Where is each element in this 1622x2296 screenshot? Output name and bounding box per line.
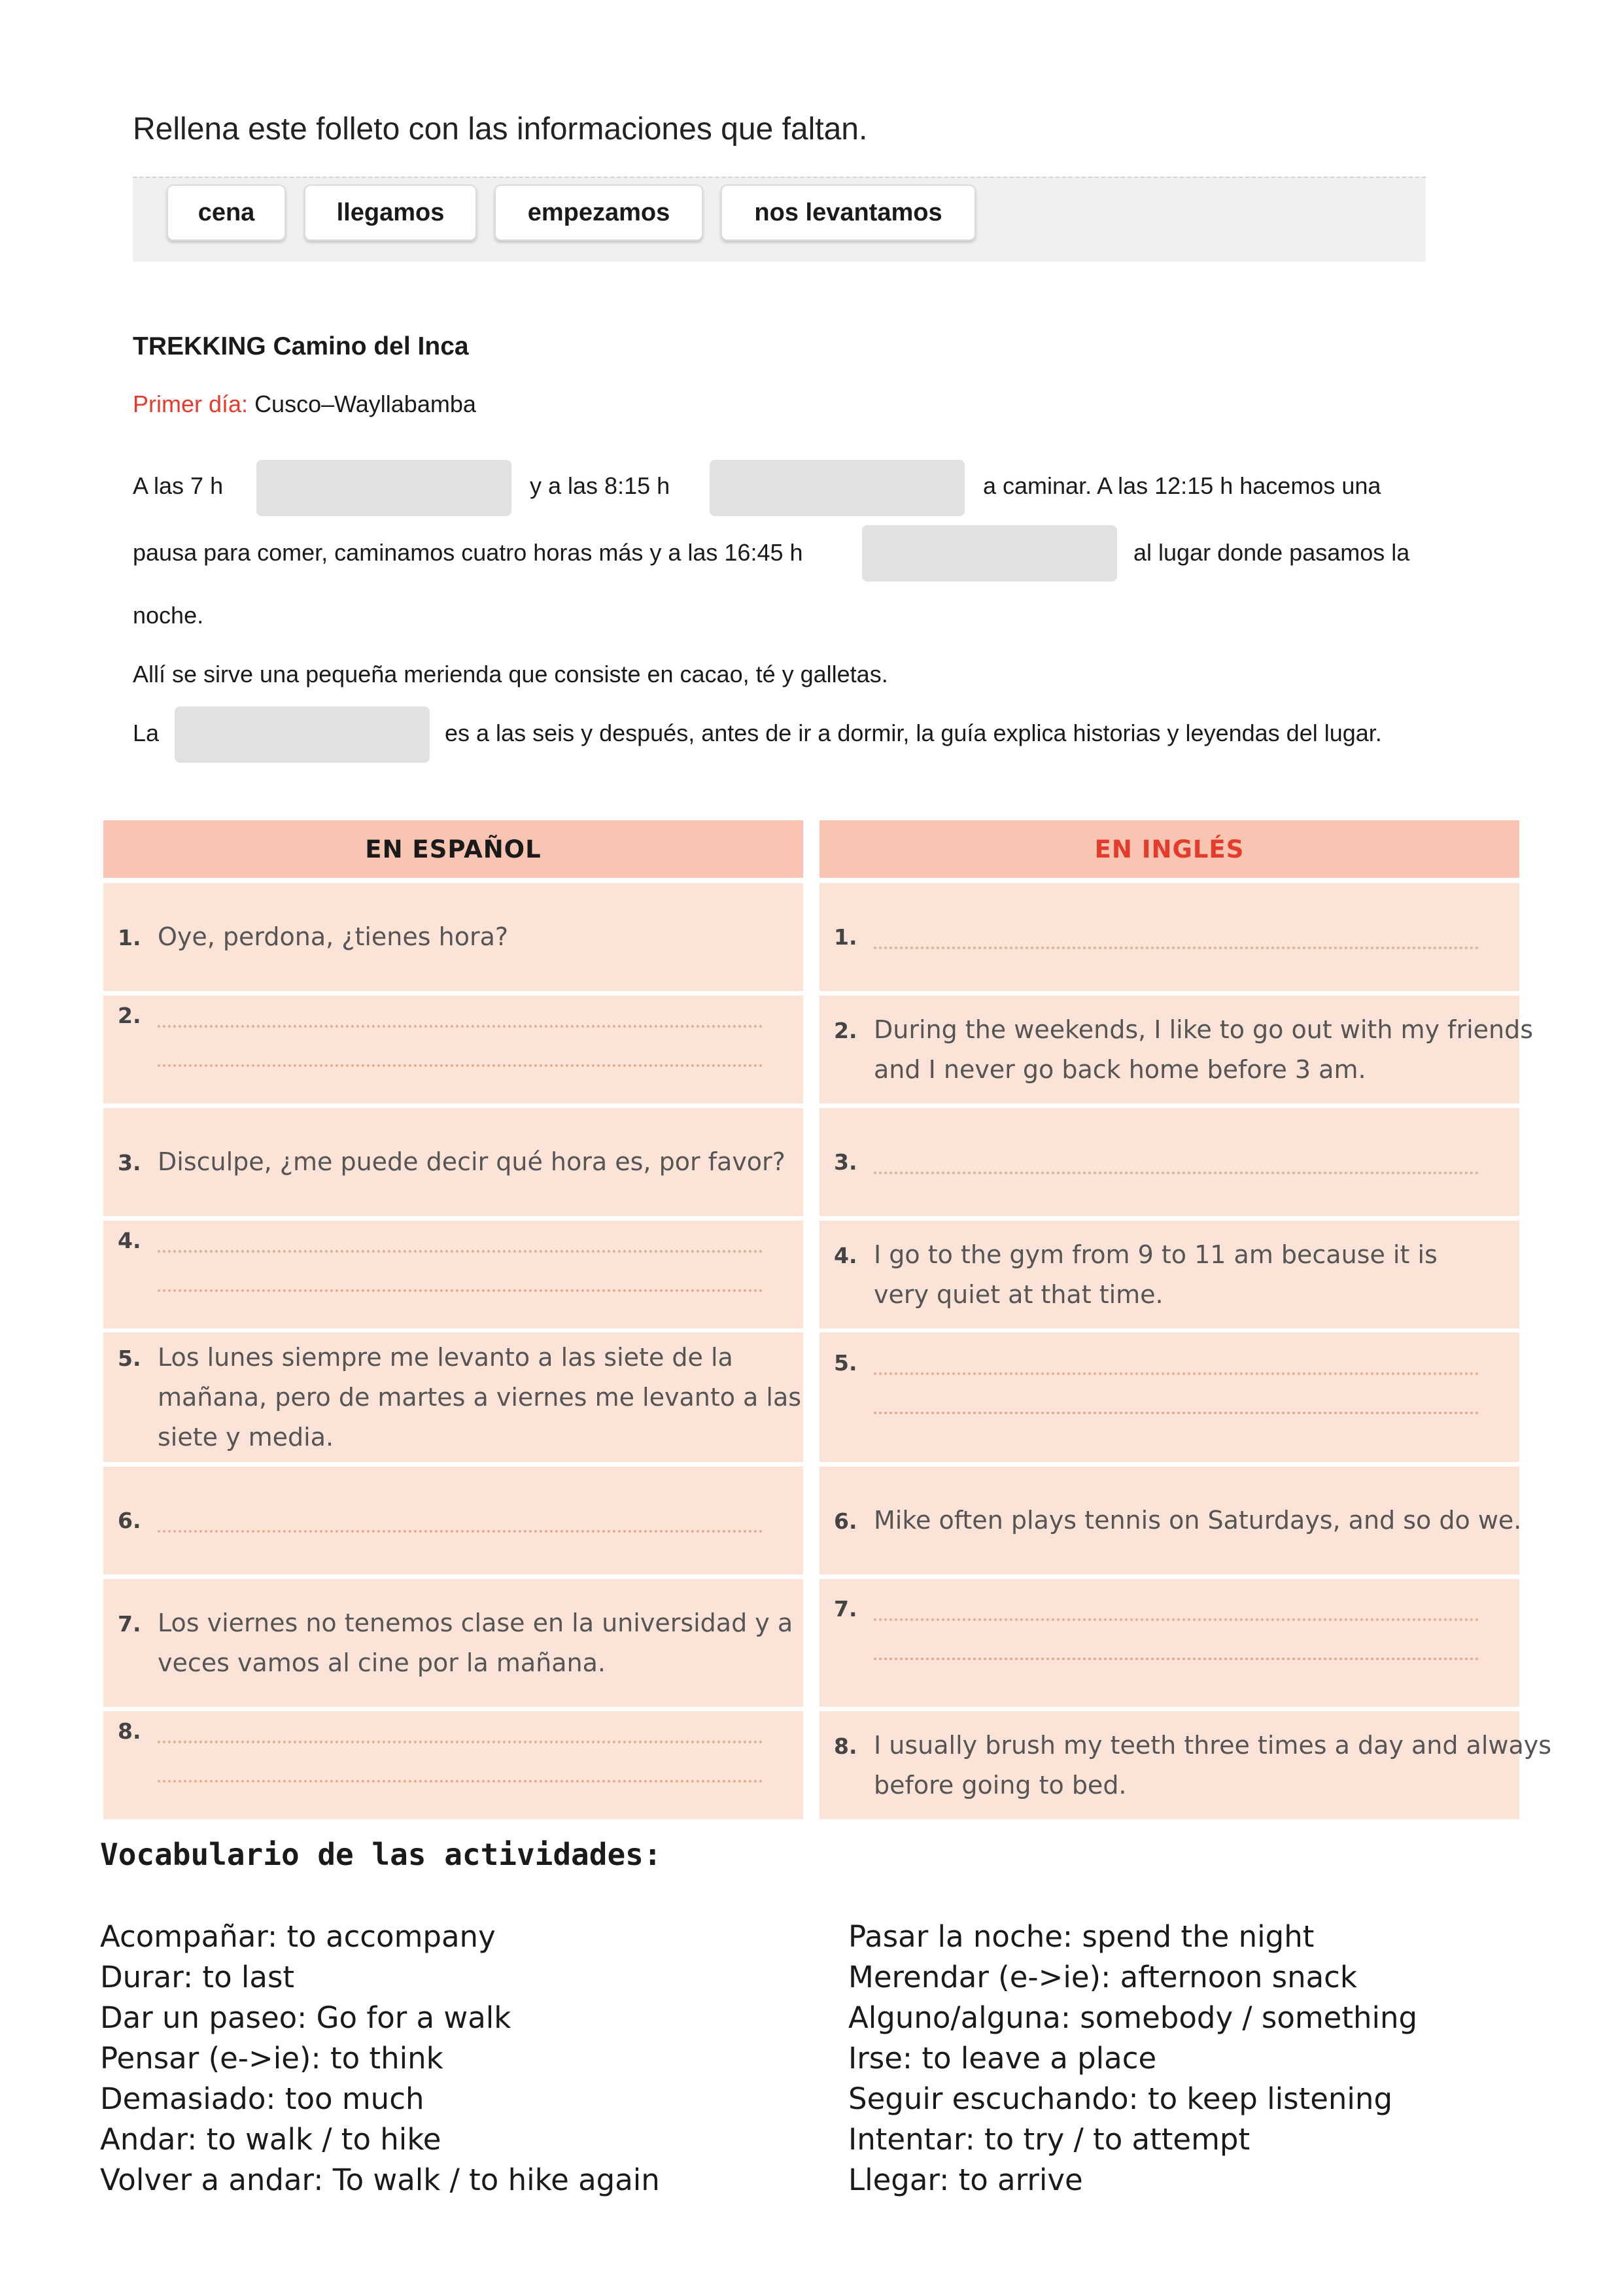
word-chip-empezamos[interactable]: empezamos (494, 184, 703, 241)
table-cell-en-1 (820, 883, 1519, 991)
vocabulary-left-column (100, 1917, 660, 2200)
item-number: 3. (834, 1149, 857, 1175)
table-cell-en-7 (820, 1579, 1519, 1707)
vocab-item: Dar un paseo: Go for a walk (100, 2000, 511, 2035)
answer-line[interactable] (158, 1530, 763, 1533)
vocab-item: Acompañar: to accompany (100, 1919, 496, 1954)
day-route: Cusco–Wayllabamba (254, 391, 476, 417)
blank-drop-1[interactable] (256, 460, 511, 516)
answer-line[interactable] (874, 1372, 1479, 1375)
word-chip-cena[interactable]: cena (167, 184, 286, 241)
answer-line[interactable] (874, 1658, 1479, 1660)
table-cell-es-8 (103, 1711, 803, 1819)
vocab-item: Volver a andar: To walk / to hike again (100, 2163, 660, 2197)
word-chip-nos-levantamos[interactable]: nos levantamos (721, 184, 976, 241)
brochure-title: TREKKING Camino del Inca (133, 332, 469, 360)
item-number: 7. (118, 1611, 141, 1637)
row-text: mañana, pero de martes a viernes me levanto a las (158, 1383, 802, 1412)
brochure-line-2a: pausa para comer, caminamos cuatro horas más y a las 16:45 h (133, 539, 803, 566)
row-text: before going to bed. (874, 1771, 1127, 1800)
item-number: 6. (834, 1508, 857, 1534)
table-cell-en-2 (820, 996, 1534, 1104)
instruction: Rellena este folleto con las informaciones que faltan. (133, 112, 868, 147)
item-number: 7. (834, 1596, 857, 1622)
item-number: 5. (834, 1350, 857, 1376)
item-number: 2. (834, 1018, 857, 1043)
vocab-item: Andar: to walk / to hike (100, 2122, 441, 2157)
vocab-item: Demasiado: too much (100, 2081, 424, 2116)
word-bank (133, 177, 1426, 262)
day-label: Primer día: (133, 391, 249, 417)
blank-drop-3[interactable] (862, 525, 1117, 582)
header-english: EN INGLÉS (820, 820, 1519, 878)
answer-line[interactable] (158, 1064, 763, 1067)
brochure-line-5a: La (133, 720, 160, 746)
answer-line[interactable] (874, 947, 1479, 949)
table-cell-es-5 (103, 1332, 803, 1462)
table-cell-en-3 (820, 1108, 1519, 1216)
brochure-line-1b: y a las 8:15 h (530, 472, 670, 499)
row-text: very quiet at that time. (874, 1280, 1164, 1309)
answer-line[interactable] (158, 1741, 763, 1743)
word-chip-llegamos[interactable]: llegamos (304, 184, 477, 241)
table-cell-en-4 (820, 1221, 1519, 1329)
row-text: siete y media. (158, 1423, 334, 1452)
answer-line[interactable] (874, 1618, 1479, 1621)
item-number: 8. (834, 1733, 857, 1759)
blank-drop-2[interactable] (710, 460, 965, 516)
table-cell-en-6 (820, 1467, 1522, 1574)
brochure-line-1c: a caminar. A las 12:15 h hacemos una (983, 472, 1381, 499)
table-cell-es-4 (103, 1221, 803, 1329)
brochure-line-3: noche. (133, 602, 204, 629)
item-number: 3. (118, 1150, 141, 1175)
vocab-item: Irse: to leave a place (848, 2041, 1157, 2076)
item-number: 5. (118, 1346, 141, 1371)
vocab-item: Pasar la noche: spend the night (848, 1919, 1315, 1954)
answer-line[interactable] (158, 1025, 763, 1028)
table-cell-es-2 (103, 996, 803, 1104)
row-text: Los lunes siempre me levanto a las siete de la (158, 1343, 733, 1372)
brochure-line-2b: al lugar donde pasamos la (1133, 539, 1410, 566)
table-cell-en-8 (820, 1711, 1552, 1819)
item-number: 8. (118, 1718, 141, 1744)
table-cell-es-1 (103, 883, 803, 991)
row-text: I go to the gym from 9 to 11 am because it is (874, 1240, 1438, 1269)
answer-line[interactable] (158, 1250, 763, 1253)
vocab-item: Llegar: to arrive (848, 2163, 1083, 2197)
answer-line[interactable] (874, 1172, 1479, 1174)
translation-table (101, 819, 1552, 1821)
vocab-item: Seguir escuchando: to keep listening (848, 2081, 1393, 2116)
row-text: During the weekends, I like to go out with my friends (874, 1015, 1534, 1044)
item-number: 4. (834, 1243, 857, 1268)
vocab-item: Alguno/alguna: somebody / something (848, 2000, 1418, 2035)
vocab-item: Intentar: to try / to attempt (848, 2122, 1251, 2157)
row-text: Los viernes no tenemos clase en la universidad y a (158, 1609, 793, 1637)
blank-drop-4[interactable] (175, 706, 430, 763)
table-cell-es-7 (103, 1579, 803, 1707)
row-text: Oye, perdona, ¿tienes hora? (158, 922, 509, 951)
item-number: 1. (834, 924, 857, 950)
row-text: I usually brush my teeth three times a day and always (874, 1731, 1552, 1760)
table-cell-en-5 (820, 1332, 1519, 1462)
vocab-item: Merendar (e->ie): afternoon snack (848, 1960, 1357, 1994)
answer-line[interactable] (158, 1289, 763, 1292)
vocab-item: Pensar (e->ie): to think (100, 2041, 443, 2076)
table-cell-es-6 (103, 1467, 803, 1574)
item-number: 6. (118, 1508, 141, 1533)
header-spanish: EN ESPAÑOL (103, 820, 803, 878)
item-number: 1. (118, 925, 141, 950)
vocab-item: Durar: to last (100, 1960, 295, 1994)
row-text: and I never go back home before 3 am. (874, 1055, 1366, 1084)
answer-line[interactable] (874, 1412, 1479, 1414)
vocabulary-right-column (848, 1917, 1417, 2200)
day-heading (133, 391, 476, 418)
table-cell-es-3 (103, 1108, 803, 1216)
brochure-line-4: Allí se sirve una pequeña merienda que consiste en cacao, té y galletas. (133, 661, 888, 687)
answer-line[interactable] (158, 1780, 763, 1783)
brochure-line-5b: es a las seis y después, antes de ir a dormir, la guía explica historias y leyendas del lugar. (445, 720, 1382, 746)
item-number: 2. (118, 1003, 141, 1028)
vocabulary-title: Vocabulario de las actividades: (100, 1837, 662, 1872)
brochure-line-1a: A las 7 h (133, 472, 224, 499)
row-text: veces vamos al cine por la mañana. (158, 1648, 606, 1677)
row-text: Mike often plays tennis on Saturdays, and so do we. (874, 1506, 1522, 1535)
row-text: Disculpe, ¿me puede decir qué hora es, por favor? (158, 1147, 785, 1176)
item-number: 4. (118, 1228, 141, 1253)
